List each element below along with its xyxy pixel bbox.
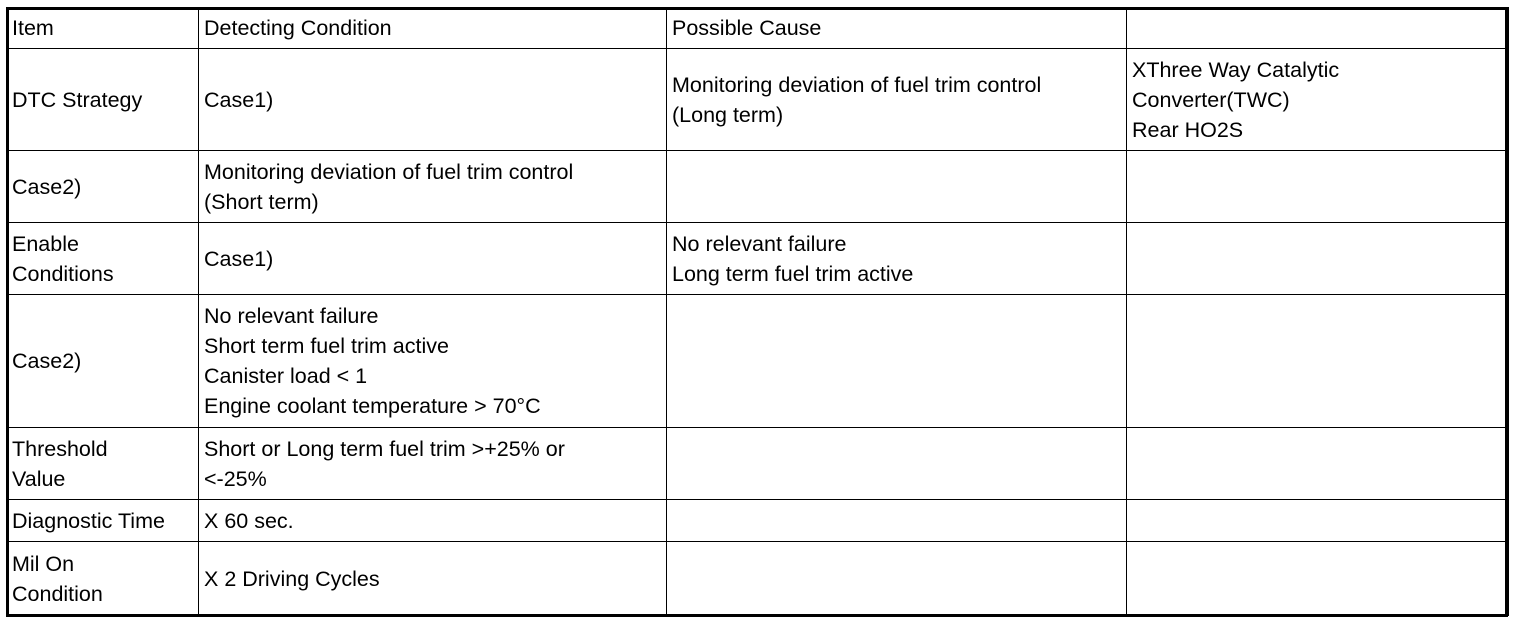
table-cell: No relevant failure Short term fuel trim active Canister load < 1 Engine coolant temperature > 70°C [199,295,667,428]
table-cell: No relevant failure Long term fuel trim active [667,223,1127,295]
table-cell: Case1) [199,49,667,151]
table-cell: XThree Way Catalytic Converter(TWC) Rear HO2S [1127,49,1509,151]
header-cell: Possible Cause [667,8,1127,49]
table-cell: Mil On Condition [7,542,199,616]
table-cell: Diagnostic Time [7,500,199,542]
table-cell: X 2 Driving Cycles [199,542,667,616]
table-outer-border [6,7,1508,617]
table-cell: Monitoring deviation of fuel trim control (Long term) [667,49,1127,151]
table-cell: X 60 sec. [199,500,667,542]
table-cell: Threshold Value [7,428,199,500]
header-cell: Detecting Condition [199,8,667,49]
table-cell: DTC Strategy [7,49,199,151]
table-cell: Case2) [7,295,199,428]
table-cell: Case1) [199,223,667,295]
header-cell: Item [7,8,199,49]
table-cell: Case2) [7,151,199,223]
table-cell: Short or Long term fuel trim >+25% or <-25% [199,428,667,500]
table-cell: Monitoring deviation of fuel trim control (Short term) [199,151,667,223]
table-cell: Enable Conditions [7,223,199,295]
